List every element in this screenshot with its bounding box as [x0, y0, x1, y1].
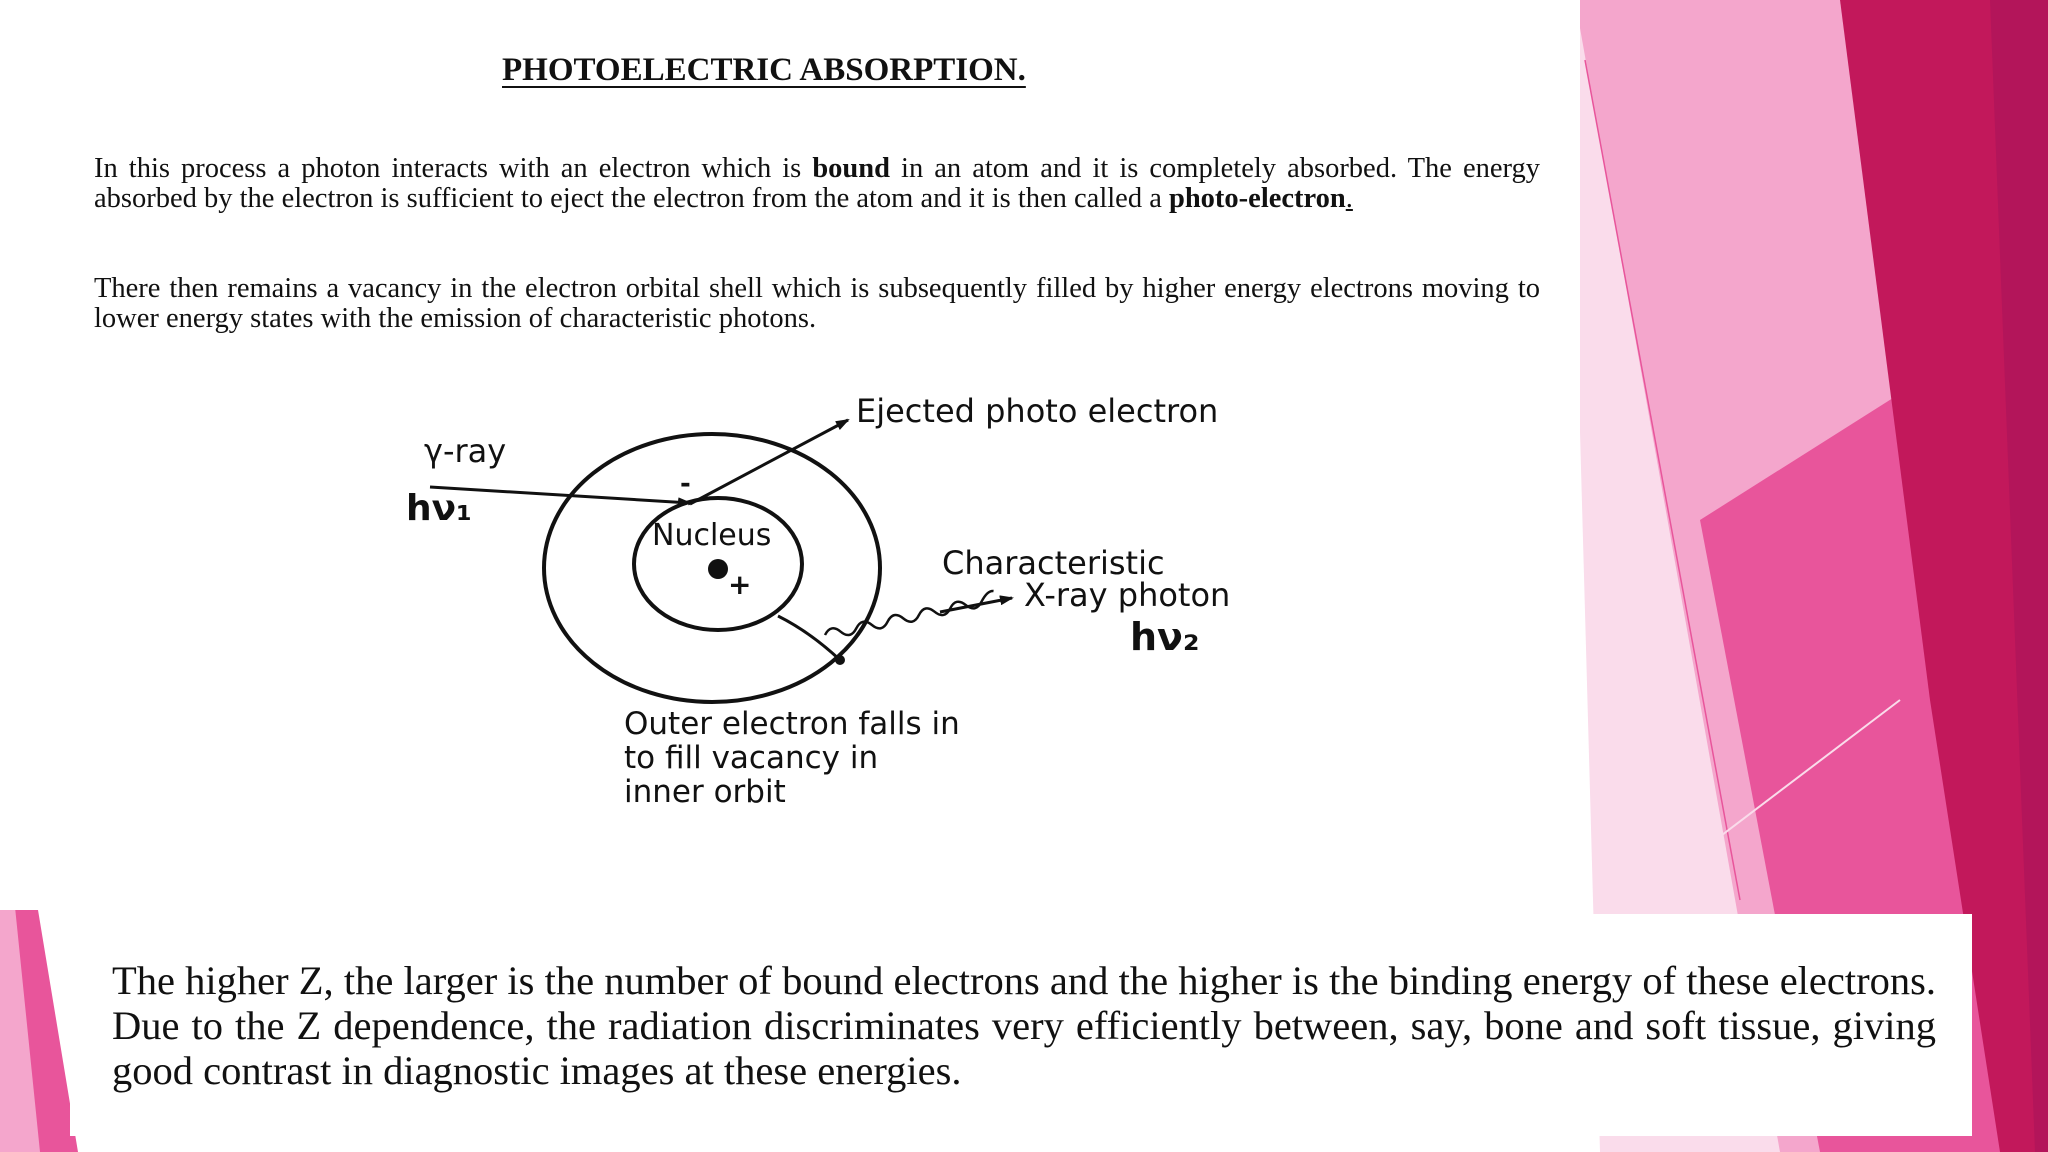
paragraph-vacancy: There then remains a vacancy in the electron orbital shell which is subsequently filled by higher energy electrons moving to lower energy states with the emission of characteristic photons.: [94, 273, 1540, 334]
outer-electron-label-line3: inner orbit: [624, 774, 786, 810]
outer-electron: [835, 655, 845, 665]
outer-electron-label-line1: Outer electron falls in: [624, 706, 960, 742]
term-bound: bound: [812, 153, 890, 184]
paragraph-intro: [94, 154, 1540, 214]
photoelectric-diagram: [380, 380, 1300, 840]
paragraph-intro-text-1: In this process a photon interacts with an electron which is: [94, 153, 813, 184]
hv2-label: hν₂: [1130, 615, 1200, 659]
nucleus-label: Nucleus: [652, 518, 772, 553]
term-photo-electron: photo-electron: [1168, 183, 1346, 214]
ejected-photo-electron-label: Ejected photo electron: [856, 392, 1219, 430]
plus-sign: +: [728, 568, 752, 601]
paragraph-intro-text-2: in an atom and it is completely absorbed. The energy absorbed by the electron is sufficient to eject the electron from the atom and it is then called a: [94, 153, 1541, 214]
characteristic-label: Characteristic: [942, 544, 1165, 582]
electron-fall-path: [778, 616, 840, 660]
minus-sign: -: [680, 469, 691, 499]
hv1-label: hν₁: [406, 488, 472, 529]
xray-photon-wave: [823, 591, 996, 640]
xray-photon-label: X-ray photon: [1024, 576, 1231, 614]
nucleus-dot: [708, 559, 728, 579]
paragraph-intro-end: .: [1345, 183, 1353, 214]
gamma-ray-label: γ-ray: [424, 432, 507, 470]
caption-text: The higher Z, the larger is the number of bound electrons and the higher is the binding energy of these electrons. Due to the Z dependence, the radiation discriminates very efficiently between, say, bone and soft tissue, giving good contrast in diagnostic images at these energies.: [112, 958, 1936, 1093]
outer-electron-label-line2: to fill vacancy in: [624, 740, 879, 776]
document-title: PHOTOELECTRIC ABSORPTION.: [502, 52, 1026, 88]
